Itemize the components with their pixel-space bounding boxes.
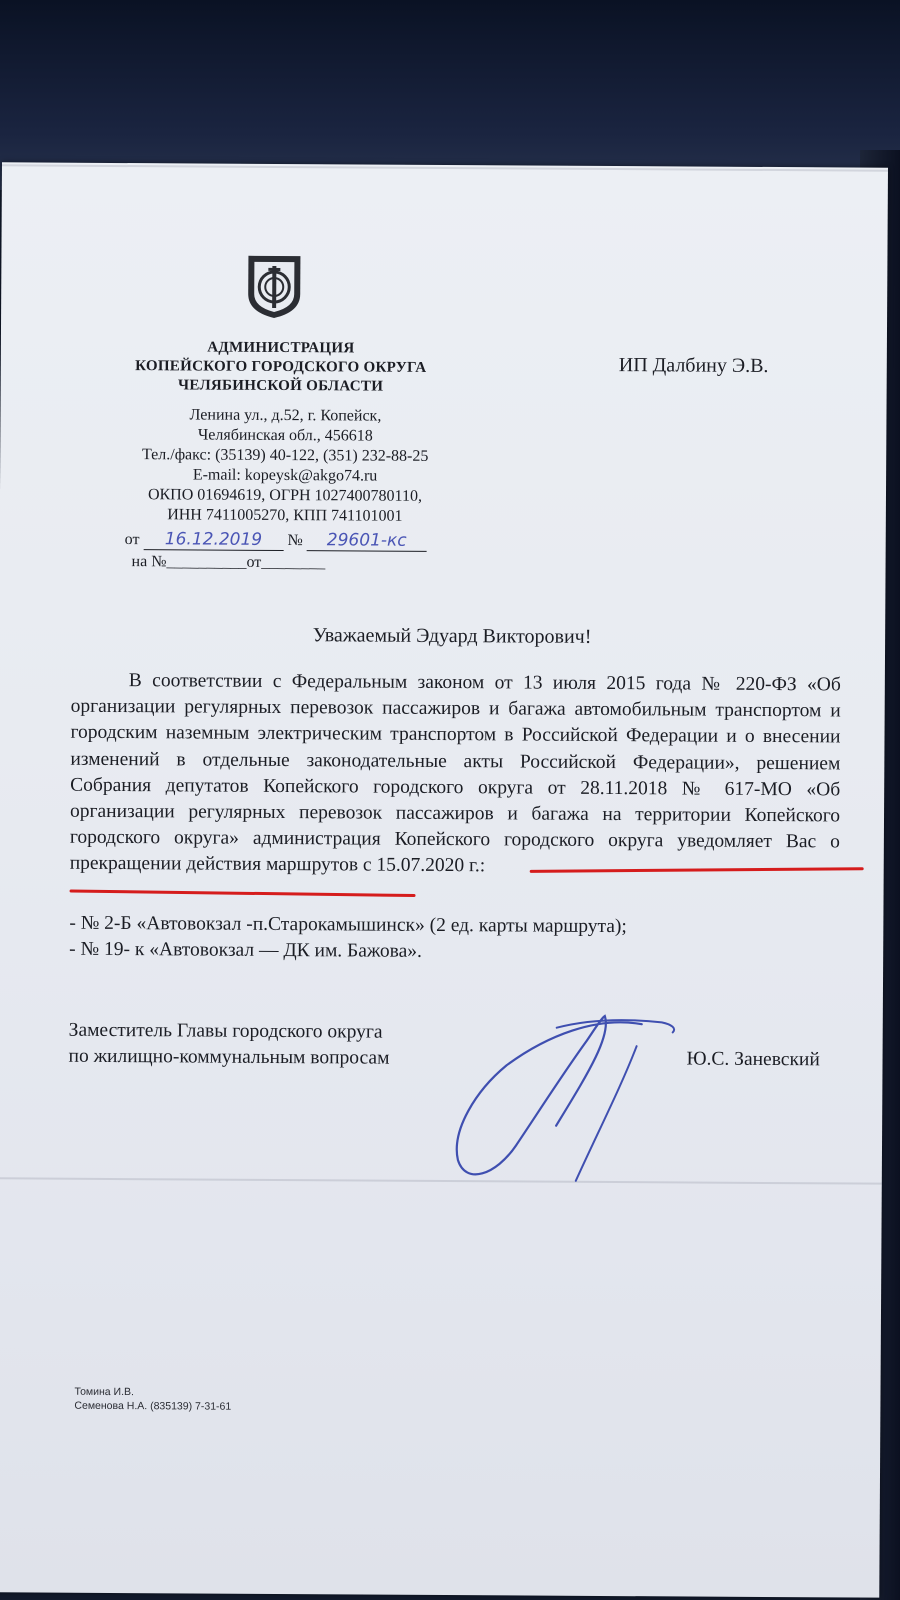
signer-title-line2: по жилищно-коммунальным вопросам [68, 1045, 390, 1069]
date-field [143, 529, 283, 551]
handwritten-date: 16.12.2019 [164, 529, 263, 550]
background-top [0, 0, 900, 190]
coat-of-arms-emblem [246, 254, 302, 320]
route-item-1: - № 2-Б «Автовокзал -п.Старокамышинск» (2 ед. карты маршрута); [69, 912, 627, 938]
route-list [69, 911, 627, 966]
org-name-line1: АДМИНИСТРАЦИЯ [207, 339, 355, 357]
address-line1: Ленина ул., д.52, г. Копейск, [189, 406, 382, 425]
highlighted-notice: уведомляет Вас о прекращении действия маршрутов с 15.07.2020 г.: [69, 830, 840, 877]
executor-footer [74, 1385, 231, 1414]
org-name-line2: КОПЕЙСКОГО ГОРОДСКОГО ОКРУГА [135, 358, 427, 376]
signer-title-line1: Заместитель Главы городского округа [68, 1019, 383, 1043]
footer-line2: Семенова Н.А. (835139) 7-31-61 [74, 1399, 232, 1413]
letter-body [70, 668, 841, 882]
from-label: от [124, 531, 140, 549]
email-line: E-mail: kopeysk@akgo74.ru [192, 466, 378, 485]
salutation: Уважаемый Эдуард Викторович! [312, 624, 592, 648]
handwritten-signature [436, 1005, 697, 1197]
phone-line: Тел./факс: (35139) 40-122, (351) 232-88-25 [141, 446, 429, 465]
route-item-2: - № 19- к «Автовокзал — ДК им. Бажова». [69, 938, 422, 962]
number-field [307, 530, 427, 552]
reply-reference-line: на №__________от________ [131, 553, 326, 572]
handwritten-number: 29601-кс [326, 530, 407, 551]
red-underline-2 [70, 890, 416, 898]
body-paragraph: В соответствии с Федеральным законом от 13 июля 2015 года № 220-ФЗ «Об организации регулярных перевозок пассажиров и багажа автомобильным транспортом и городским наземным электрическим транспортом в Российской Федерации и о внесении изменений в отдельные законодательные акты Российской Федерации», решением Собрания депутатов Копейского городского округа от 28.11.2018 № 617-МО «Об организации регулярных перевозок пассажиров и багажа на территории Копейского городского округа» администрация Копейского городского округа [69, 670, 841, 852]
footer-line1: Томина И.В. [74, 1385, 135, 1399]
signer-title [68, 1018, 389, 1072]
address-line2: Челябинская обл., 456618 [197, 426, 373, 445]
number-label: № [287, 532, 303, 550]
inn-line: ИНН 7411005270, КПП 741101001 [167, 506, 403, 525]
recipient: ИП Далбину Э.В. [618, 354, 769, 377]
registration-line [125, 529, 455, 552]
okpo-line: ОКПО 01694619, ОГРН 1027400780110, [147, 486, 423, 505]
signer-name: Ю.С. Заневский [686, 1048, 820, 1071]
letter-sheet [0, 162, 888, 1597]
org-name-line3: ЧЕЛЯБИНСКОЙ ОБЛАСТИ [178, 377, 384, 395]
